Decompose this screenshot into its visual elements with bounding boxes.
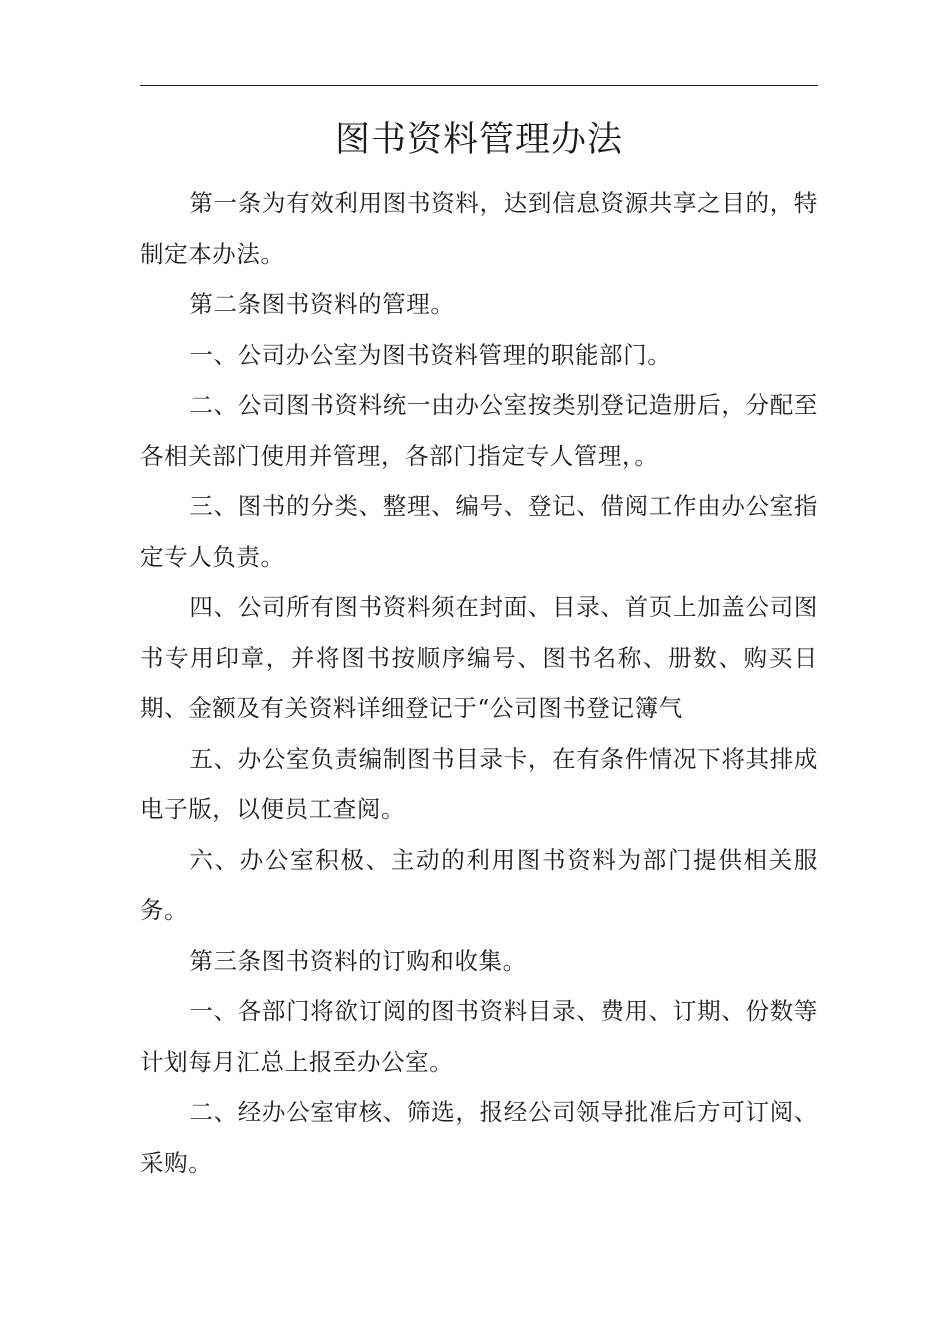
paragraph-article-2-item-6: 六、办公室积极、主动的利用图书资料为部门提供相关服务。 (140, 845, 818, 924)
paragraph-article-2-heading: 第二条图书资料的管理。 (189, 290, 455, 318)
header-rule (140, 85, 818, 86)
document-body (140, 178, 818, 1188)
paragraph-article-1: 第一条为有效利用图书资料，达到信息资源共享之目的，特制定本办法。 (140, 189, 818, 268)
paragraph-article-3-item-2: 二、经办公室审核、筛选，报经公司领导批准后方可订阅、采购。 (140, 1098, 818, 1177)
paragraph-article-2-item-3: 三、图书的分类、整理、编号、登记、借阅工作由办公室指定专人负责。 (140, 492, 818, 571)
paragraph-article-2-item-4: 四、公司所有图书资料须在封面、目录、首页上加盖公司图书专用印章，并将图书按顺序编号、图书名称、册数、购买日期、金额及有关资料详细登记于“公司图书登记簿气 (140, 593, 818, 722)
paragraph-article-2-item-5: 五、办公室负责编制图书目录卡，在有条件情况下将其排成电子版，以便员工查阅。 (140, 744, 818, 823)
paragraph-article-2-item-2: 二、公司图书资料统一由办公室按类别登记造册后，分配至各相关部门使用并管理，各部门指定专人管理，。 (140, 391, 818, 470)
paragraph-article-3-heading: 第三条图书资料的订购和收集。 (189, 946, 527, 975)
paragraph-article-3-item-1: 一、各部门将欲订阅的图书资料目录、费用、订期、份数等计划每月汇总上报至办公室。 (140, 997, 818, 1076)
paragraph-article-2-item-1: 一、公司办公室为图书资料管理的职能部门。 (189, 340, 672, 369)
document-title: 图书资料管理办法 (334, 120, 623, 160)
